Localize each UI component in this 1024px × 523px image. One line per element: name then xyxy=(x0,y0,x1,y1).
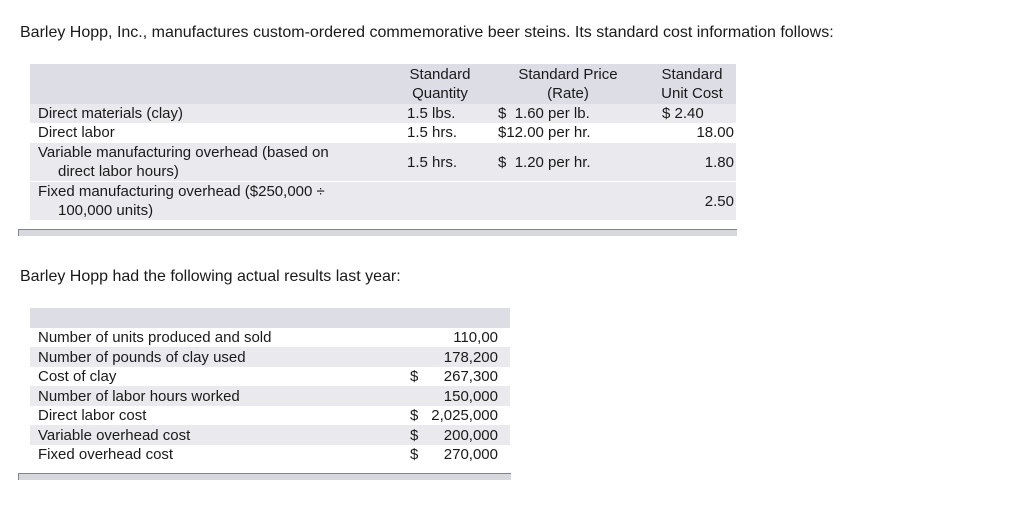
row-value: 150,000 xyxy=(443,387,498,405)
row-label: Variable overhead cost xyxy=(38,426,191,444)
actual-results-intro: Barley Hopp had the following actual results last year: xyxy=(20,268,401,285)
row-label: Number of pounds of clay used xyxy=(38,348,246,366)
row-label: Number of labor hours worked xyxy=(38,387,240,405)
row-label-fixed-overhead: Fixed manufacturing overhead ($250,000 ÷ 100,000 units) xyxy=(38,183,325,219)
row-cost: 18.00 xyxy=(696,124,734,141)
row-label: Number of units produced and sold xyxy=(38,329,272,346)
row-value: $ 270,000 xyxy=(410,446,498,463)
row-label: Cost of clay xyxy=(38,368,117,385)
row-value: $ 267,300 xyxy=(410,368,498,385)
row-cost: 1.80 xyxy=(704,154,734,171)
row-quantity: 1.5 hrs. xyxy=(407,124,458,141)
row-value: 178,200 xyxy=(443,348,498,366)
table-header-band xyxy=(30,308,510,328)
row-quantity: 1.5 lbs. xyxy=(407,105,456,122)
row-cost: 2.50 xyxy=(704,193,734,210)
row-label-variable-overhead: Variable manufacturing overhead (based on direct labor hours) xyxy=(38,144,329,180)
header-standard-price: Standard Price (Rate) xyxy=(518,66,618,102)
row-label: Direct labor cost xyxy=(38,407,147,424)
row-value: $ 200,000 xyxy=(410,426,498,444)
row-quantity: 1.5 hrs. xyxy=(407,154,458,171)
row-label: Fixed overhead cost xyxy=(38,446,174,463)
header-standard-unit-cost: Standard Unit Cost xyxy=(661,66,723,102)
header-standard-quantity: Standard Quantity xyxy=(409,66,471,102)
row-label-direct-labor: Direct labor xyxy=(38,124,115,141)
row-price: $12.00 per hr. xyxy=(498,124,591,141)
row-cost: $ 2.40 xyxy=(662,105,704,122)
intro-text: Barley Hopp, Inc., manufactures custom-ordered commemorative beer steins. Its standard cost information follows: xyxy=(20,24,834,41)
row-price: $ 1.60 per lb. xyxy=(498,105,590,122)
row-value: $ 2,025,000 xyxy=(410,407,498,424)
row-value: 110,00 xyxy=(453,329,498,346)
row-price: $ 1.20 per hr. xyxy=(498,154,591,171)
table-divider xyxy=(18,473,511,480)
row-label-direct-materials: Direct materials (clay) xyxy=(38,105,184,122)
table-divider xyxy=(18,229,737,236)
